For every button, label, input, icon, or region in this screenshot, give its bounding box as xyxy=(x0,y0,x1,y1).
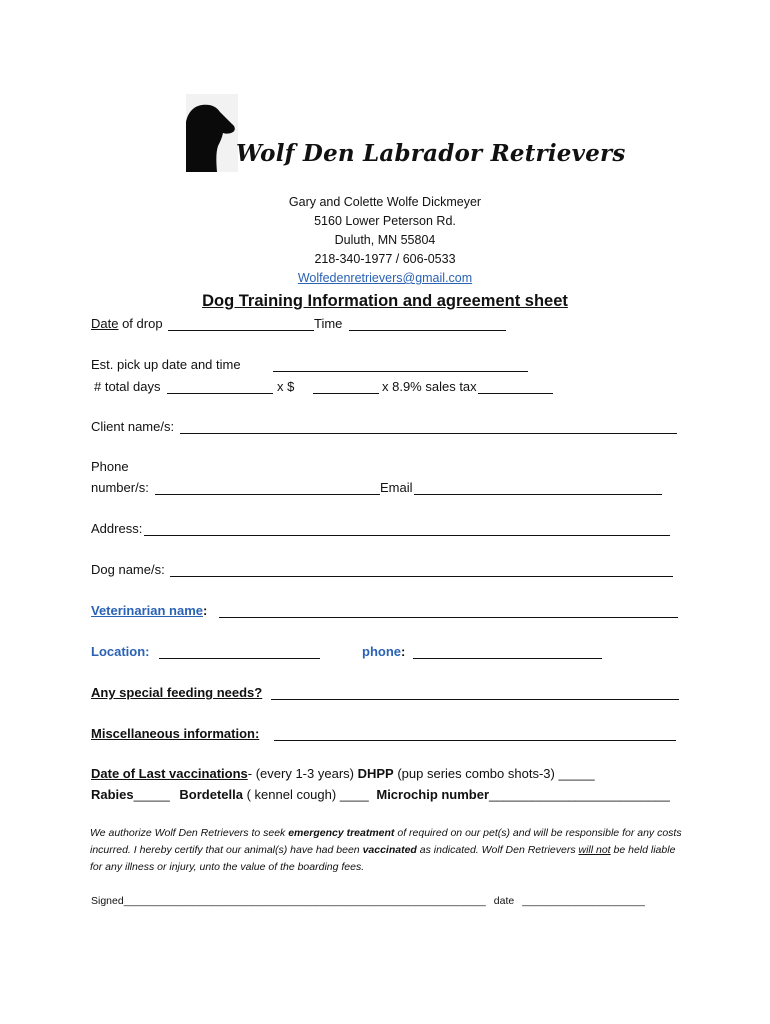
agreement-text-4: be held liable for any illness or injury, unto the value of the boarding fees. xyxy=(90,844,676,873)
form-title: Dog Training Information and agreement sheet xyxy=(202,292,568,310)
dog-logo xyxy=(186,94,238,172)
brand-name: Wolf Den Labrador Retrievers xyxy=(236,140,626,167)
vaccinated-text: vaccinated xyxy=(362,844,417,856)
misc-label: Miscellaneous information: xyxy=(91,726,260,741)
signature-row xyxy=(91,895,645,907)
total-days-label: # total days xyxy=(94,379,161,394)
vet-name-label: Veterinarian name xyxy=(91,603,203,618)
pickup-field[interactable] xyxy=(273,371,528,372)
address-label: Address: xyxy=(91,521,143,536)
feeding-field[interactable] xyxy=(271,699,679,700)
microchip-field[interactable]: _________________________ xyxy=(489,787,670,802)
signature-field[interactable]: ______________________________________________________________ xyxy=(123,895,486,907)
rabies-row xyxy=(91,787,670,802)
email-link[interactable]: Wolfedenretrievers@gmail.com xyxy=(297,271,473,285)
email-row xyxy=(0,271,770,285)
vet-phone-field[interactable] xyxy=(413,658,602,659)
vet-name-field[interactable] xyxy=(219,617,678,618)
city-state-zip: Duluth, MN 55804 xyxy=(334,233,436,247)
microchip-label: Microchip number xyxy=(376,787,490,802)
vet-phone-label: phone xyxy=(362,644,401,659)
bordetella-label: Bordetella xyxy=(179,787,243,802)
signature-date-field[interactable]: _____________________ xyxy=(522,895,645,907)
feeding-label: Any special feeding needs? xyxy=(91,685,263,700)
dhpp-note[interactable]: (pup series combo shots-3) _____ xyxy=(393,766,595,781)
signed-label: Signed xyxy=(91,895,124,907)
of-drop-label: of drop xyxy=(118,316,163,331)
vaccinations-row xyxy=(91,766,595,781)
signature-date-label: date xyxy=(493,895,515,907)
email-label: Email xyxy=(380,480,413,495)
time-field[interactable] xyxy=(349,330,506,331)
phone-label-line2: number/s: xyxy=(91,480,149,495)
address-field[interactable] xyxy=(144,535,670,536)
agreement-text-1: We authorize Wolf Den Retrievers to seek xyxy=(90,827,289,839)
rate-field[interactable] xyxy=(313,393,379,394)
location-field[interactable] xyxy=(159,658,320,659)
vet-phone-colon: : xyxy=(401,644,406,659)
client-field[interactable] xyxy=(180,433,677,434)
date-of-drop-field[interactable] xyxy=(168,330,314,331)
will-not-text: will not xyxy=(578,844,611,856)
phone-label-line1: Phone xyxy=(91,459,129,474)
dog-name-label: Dog name/s: xyxy=(91,562,165,577)
date-label: Date xyxy=(91,316,119,331)
time-label: Time xyxy=(314,316,343,331)
vet-name-label-row xyxy=(91,603,207,618)
phone-numbers: 218-340-1977 / 606-0533 xyxy=(314,252,456,266)
date-of-drop-label xyxy=(91,316,163,331)
vaccinations-note: - (every 1-3 years) xyxy=(247,766,358,781)
total-days-field[interactable] xyxy=(167,393,273,394)
agreement-text-3: as indicated. Wolf Den Retrievers xyxy=(416,844,579,856)
labrador-silhouette-icon xyxy=(186,94,238,172)
sales-tax-label: x 8.9% sales tax xyxy=(382,379,477,394)
bordetella-note[interactable]: ( kennel cough) ____ xyxy=(242,787,373,802)
street-address: 5160 Lower Peterson Rd. xyxy=(314,214,456,228)
dhpp-label: DHPP xyxy=(357,766,394,781)
phone-field[interactable] xyxy=(155,494,380,495)
sales-tax-field[interactable] xyxy=(478,393,553,394)
email-field[interactable] xyxy=(414,494,662,495)
vaccinations-label: Date of Last vaccinations xyxy=(91,766,248,781)
vet-phone-label-row xyxy=(362,644,405,659)
owners-name: Gary and Colette Wolfe Dickmeyer xyxy=(288,195,482,209)
rabies-label: Rabies xyxy=(91,787,134,802)
dog-name-field[interactable] xyxy=(170,576,673,577)
client-label: Client name/s: xyxy=(91,419,175,434)
pickup-label: Est. pick up date and time xyxy=(91,357,241,372)
rabies-field[interactable]: _____ xyxy=(133,787,174,802)
agreement-text-2: of required on our pet(s) and will be responsible for any costs incurred. I hereby certify that our animal(s) have had been xyxy=(90,827,682,856)
vet-colon: : xyxy=(203,603,208,618)
location-label: Location: xyxy=(91,644,150,659)
emergency-treatment-text: emergency treatment xyxy=(288,827,395,839)
misc-field[interactable] xyxy=(274,740,676,741)
agreement-paragraph xyxy=(90,825,690,876)
x-dollar-label: x $ xyxy=(277,379,295,394)
